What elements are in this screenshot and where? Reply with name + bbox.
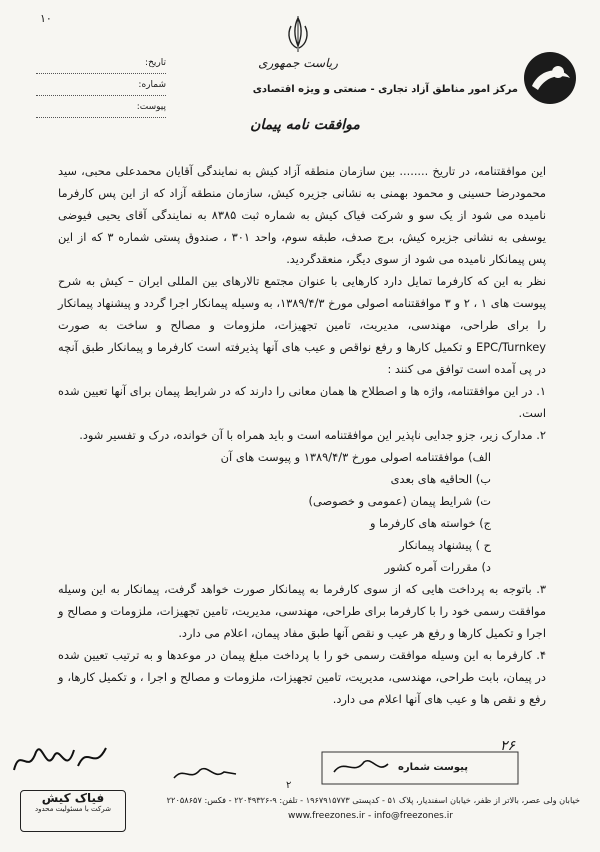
company-stamp-sub: شرکت با مسئولیت محدود xyxy=(35,805,111,813)
sub-clause-item: ب) الحاقیه های بعدی xyxy=(390,472,491,486)
number-field: شماره: xyxy=(36,74,166,96)
footer-address: خیابان ولی عصر، بالاتر از ظفر، خیابان اسفندیار، پلاک ۵۱ - کدپستی ۱۹۶۷۹۱۵۷۷۳ - تلفن: ۹-۲۲۰۴۹۳۲۶ - فکس: ۲۲۰۵۸۶۵۷ xyxy=(166,795,580,805)
attachment-stamp-label: پیوست شماره xyxy=(398,762,468,773)
footer-website: www.freezones.ir - info@freezones.ir xyxy=(288,811,453,821)
sub-clause-item: د) مقررات آمره کشور xyxy=(384,560,491,574)
company-stamp-name: فیاک کیش xyxy=(41,791,105,805)
clause-item: ۲. مدارک زیر، جزو جدایی ناپذیر این موافقتنامه است و باید همراه با آن خوانده، درک و تفسیر شود. xyxy=(79,428,546,442)
sub-clause-item: الف) موافقتنامه اصولی مورخ ۱۳۸۹/۴/۳ و پیوست های آن xyxy=(220,450,491,464)
freezones-logo-icon xyxy=(520,48,580,108)
document-title: موافقت نامه پیمان xyxy=(250,117,360,133)
presidency-label: ریاست جمهوری xyxy=(258,56,338,70)
attachment-field: پیوست: xyxy=(36,96,166,118)
organization-name: مرکز امور مناطق آزاد تجاری - صنعتی و ویژه اقتصادی xyxy=(252,84,518,95)
initials-signature-icon xyxy=(170,762,240,786)
paragraph: این موافقتنامه، در تاریخ ........ بین سازمان منطقه آزاد کیش به نمایندگی آقایان محمدعلی محبی، سید محمودرضا حسینی و محمود بهمنی به نشانی جزیره کیش، سازمان منطقه آزاد که از این پس کارفرما نامیده می شود از یک سو و شرکت فیاک کیش به شماره ثبت ۸۳۸۵ به نمایندگی آقای یحیی فیوضی یوسفی به نشانی جزیره کیش، برج صدف، طبقه سوم، واحد ۳۰۱ ، صندوق پستی شماره ۳ که از این پس پیمانکار نامیده می شود از سوی دیگر، منعقدگردید. xyxy=(58,164,546,266)
sub-clause-item: ج) خواسته های کارفرما و xyxy=(369,516,491,530)
clause-item: ۴. کارفرما به این وسیله موافقت رسمی خو را با پرداخت مبلغ پیمان در موعدها و به ترتیب تعیین شده در پیمان، بابت طراحی، مهندسی، مدیریت، تامین تجهیزات، ملزومات و مصالح و اجرا ، و تکمیل کارها، و رفع و نقص ها و عیب های آنها اعلام می دارد. xyxy=(58,648,546,706)
sub-clause-item: ت) شرایط پیمان (عمومی و خصوصی) xyxy=(308,494,491,508)
page-mark: ۱۰ xyxy=(40,12,52,25)
clause-item: ۱. در این موافقتنامه، واژه ها و اصطلاح ها همان معانی را دارند که در شرایط پیمان برای آنها تعیین شده است. xyxy=(58,384,546,420)
national-emblem-icon xyxy=(285,16,311,54)
paragraph: نظر به این که کارفرما تمایل دارد کارهایی با عنوان مجتمع تالارهای بین المللی ایران – کیش به شرح پیوست های ۱ ، ۲ و ۳ موافقتنامه اصولی مورخ ۱۳۸۹/۴/۳، به وسیله پیمانکار اجرا گردد و پیشنهاد پیمانکار را برای طراحی، مهندسی، مدیریت، تامین تجهیزات، ملزومات و مصالح و ساخت به صورت EPC/Turnkey و تکمیل کارها و رفع نواقص و عیب های آنها پذیرفته است کارفرما و پیمانکار طبق آنچه در پی آمده است توافق می کنند : xyxy=(58,274,546,376)
letter-meta xyxy=(36,52,166,118)
page-number: ۲ xyxy=(286,780,292,791)
date-field: تاریخ: xyxy=(36,52,166,74)
handwritten-note: ۲۶ xyxy=(500,738,516,754)
document-body xyxy=(58,160,546,710)
company-stamp xyxy=(20,790,126,832)
clause-item: ۳. باتوجه به پرداخت هایی که از سوی کارفرما به پیمانکار صورت خواهد گرفت، پیمانکار به این وسیله موافقت رسمی خود را با کارفرما برای طراحی، مهندسی، مدیریت، تامین تجهیزات، ملزومات و مصالح و اجرا و تکمیل کارها و رفع هر عیب و نقص آنها طبق مفاد پیمان، اعلام می دارد. xyxy=(58,582,546,640)
sub-clause-item: ح ) پیشنهاد پیمانکار xyxy=(399,538,491,552)
handwritten-signature-icon xyxy=(8,736,118,786)
